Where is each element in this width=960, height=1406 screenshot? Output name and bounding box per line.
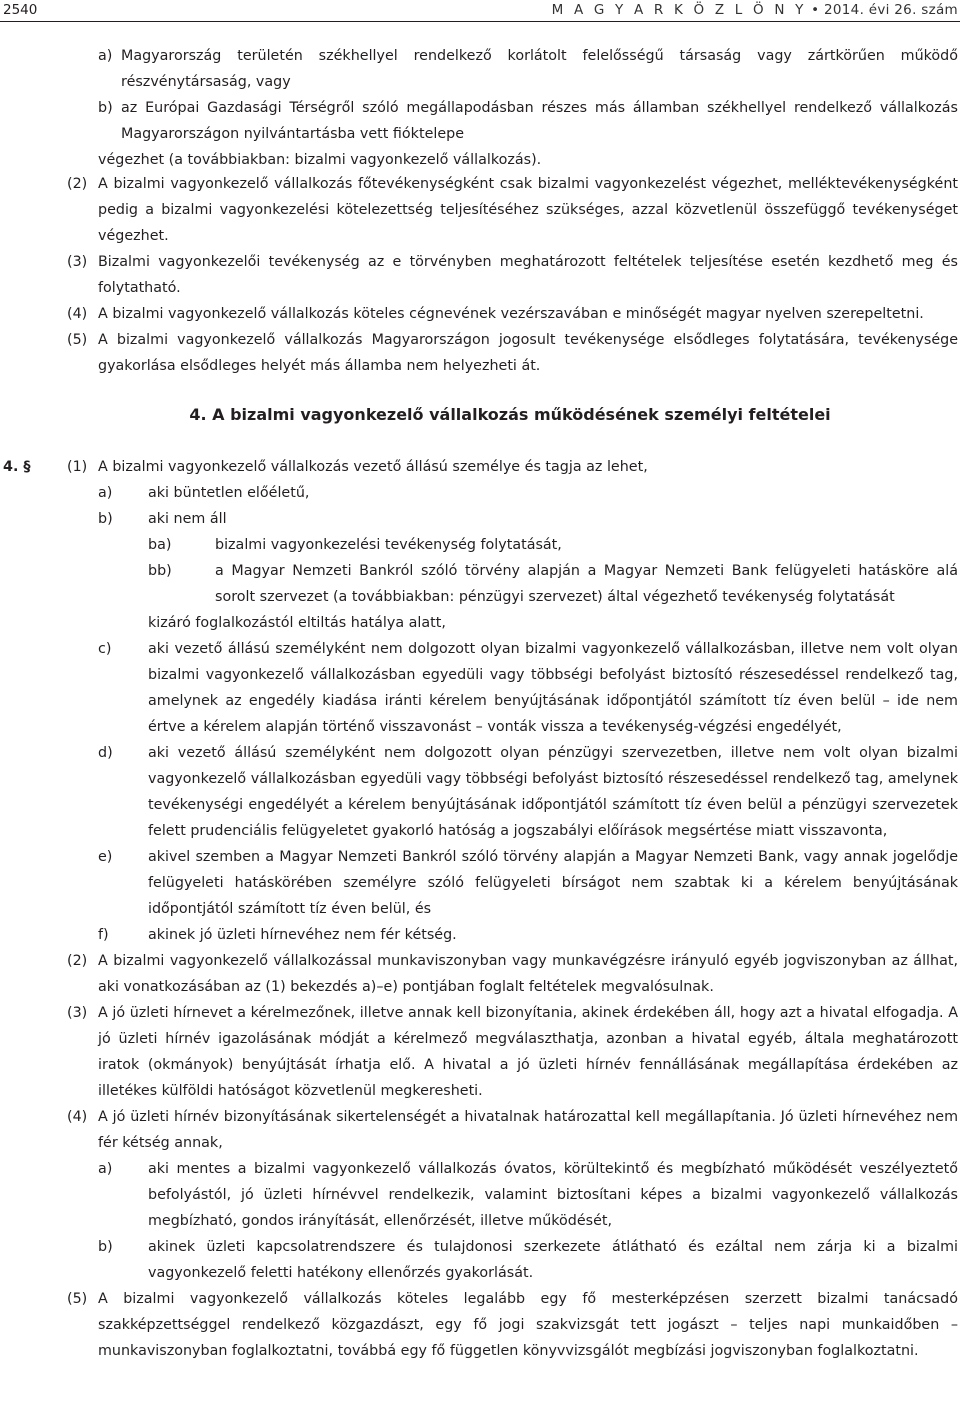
point-label: b): [98, 511, 113, 527]
subpoint-ba: [0, 532, 960, 558]
point-text: Magyarország területén székhellyel rendelkező korlátolt felelősségű társaság vagy zártkörűen működő részvénytársaság, vagy: [121, 48, 958, 90]
point-d: [0, 740, 960, 844]
point-text: aki vezető állású személyként nem dolgozott olyan pénzügyi szervezetben, illetve nem volt olyan bizalmi vagyonkezelő vállalkozásban egyedüli vagy többségi befolyást biztosító részesedéssel rendelkező tag, amelynek tevékenységi engedélyét a kérelem benyújtásának időpontjától számított tíz éven belül a pénzügyi szervezetek felett prudenciális felügyeletet gyakorló hatóság a jogszabályi előírások megsértése miatt visszavonta,: [148, 745, 958, 839]
paragraph: [0, 171, 960, 249]
paragraph-text: A jó üzleti hírnév bizonyításának sikertelenségét a hivatalnak határozattal kell megállapítania. Jó üzleti hírnevéhez nem fér kétség annak,: [98, 1109, 958, 1151]
paragraph-label: (3): [67, 1005, 88, 1021]
point-label: f): [98, 927, 109, 943]
section-4: [0, 454, 960, 1364]
point-text: aki nem áll: [148, 511, 227, 527]
chapter-title: 4. A bizalmi vagyonkezelő vállalkozás működésének személyi feltételei: [189, 405, 831, 424]
paragraph-text: A jó üzleti hírnevet a kérelmezőnek, illetve annak kell bizonyítania, akinek érdekében áll, hogy azt a hivatal elfogadja. A jó üzleti hírnév igazolásának módját a kérelmező megválaszthatja, azonban a hivatal egyéb, általa meghatározott iratok (okmányok) benyújtását írhatja elő. A hivatal a jó üzleti hírnév fennállásának megállapítása érdekében az illetékes külföldi hatóságot közvetlenül megkeresheti.: [98, 1005, 958, 1099]
closing-text: kizáró foglalkozástól eltiltás hatálya alatt,: [148, 615, 446, 631]
paragraph-text: A bizalmi vagyonkezelő vállalkozás főtevékenységként csak bizalmi vagyonkezelést végezhet, melléktevékenységként pedig a bizalmi vagyonkezelési kötelezettség teljesítéséhez szükséges, azzal közvetlenül összefüggő tevékenységet végezhet.: [98, 176, 958, 244]
point-label: d): [98, 745, 113, 761]
paragraph-text: A bizalmi vagyonkezelő vállalkozással munkaviszonyban vagy munkavégzésre irányuló egyéb jogviszonyban az állhat, aki vonatkozásában az (1) bekezdés a)–e) pontjában foglalt feltételek megvalósulnak.: [98, 953, 958, 995]
point-label: b): [98, 100, 113, 116]
point-e: [0, 844, 960, 922]
paragraph-label: (4): [67, 1109, 88, 1125]
paragraph-label: (5): [67, 332, 88, 348]
subpoint-label: bb): [148, 563, 172, 579]
paragraph-4-point-a: [0, 1156, 960, 1234]
paragraph-2: [0, 948, 960, 1000]
paragraph-label: (2): [67, 176, 88, 192]
point-label: c): [98, 641, 112, 657]
point-label: a): [98, 485, 113, 501]
point-label: a): [98, 1161, 113, 1177]
closing-text: végezhet (a továbbiakban: bizalmi vagyonkezelő vállalkozás).: [98, 152, 542, 168]
section-3-paragraphs: [0, 171, 960, 379]
paragraph-label: (1): [67, 459, 88, 475]
point-a: [0, 43, 960, 95]
paragraph-label: (2): [67, 953, 88, 969]
point-c: [0, 636, 960, 740]
point-a: [0, 480, 960, 506]
paragraph-5: [0, 1286, 960, 1364]
paragraph-text: Bizalmi vagyonkezelői tevékenység az e törvényben meghatározott feltételek teljesítése esetén kezdhető meg és folytatható.: [98, 254, 958, 296]
point-text: aki mentes a bizalmi vagyonkezelő vállalkozás óvatos, körültekintő és megbízható működését veszélyeztető befolyástól, jó üzleti hírnévvel rendelkezik, valamint biztosítani képes a bizalmi vagyonkezelő vállalkozás megbízható, gondos irányítását, ellenőrzését, illetve működését,: [148, 1161, 958, 1229]
point-text: az Európai Gazdasági Térségről szóló megállapodásban részes más államban székhellyel rendelkező vállalkozás Magyarországon nyilvántartásba vett fióktelepe: [121, 100, 958, 142]
subpoint-text: a Magyar Nemzeti Bankról szóló törvény alapján a Magyar Nemzeti Bank felügyeleti hatásköre alá sorolt szervezet (a továbbiakban: pénzügyi szervezet) által végezhető tevékenység folytatását: [215, 563, 958, 605]
point-b-closing: [0, 610, 960, 636]
subpoint-label: ba): [148, 537, 172, 553]
paragraph-3: [0, 1000, 960, 1104]
paragraph-1: [0, 454, 960, 480]
paragraph-text: A bizalmi vagyonkezelő vállalkozás köteles cégnevének vezérszavában e minőségét magyar nyelven szerepeltetni.: [98, 306, 924, 322]
issue-label: 2014. évi 26. szám: [824, 2, 958, 18]
point-text: aki büntetlen előéletű,: [148, 485, 310, 501]
paragraph: [0, 249, 960, 301]
subpoint-bb: [0, 558, 960, 610]
paragraph-4: [0, 1104, 960, 1156]
point-b: [0, 95, 960, 147]
section-number: 4. §: [3, 459, 31, 475]
paragraph-text: A bizalmi vagyonkezelő vállalkozás Magyarországon jogosult tevékenysége elsődleges folytatására, tevékenysége gyakorlása elsődleges helyét más államba nem helyezheti át.: [98, 332, 958, 374]
point-text: akinek üzleti kapcsolatrendszere és tulajdonosi szerkezete átlátható és ezáltal nem zárja ki a bizalmi vagyonkezelő feletti hatékony ellenőrzés gyakorlását.: [148, 1239, 958, 1281]
paragraph-label: (5): [67, 1291, 88, 1307]
paragraph: [0, 327, 960, 379]
header-rule: [0, 21, 960, 22]
point-label: b): [98, 1239, 113, 1255]
point-text: aki vezető állású személyként nem dolgozott olyan bizalmi vagyonkezelő vállalkozásban, illetve nem volt olyan bizalmi vagyonkezelő vállalkozásban egyedüli vagy többségi befolyást biztosító részesedéssel rendelkező tag, amelynek az engedély kiadása iránti kérelem benyújtásának időpontjától számított tíz éven belül – ide nem értve a kérelem alapján történő visszavonást – vonták vissza a tevékenység-végzési engedélyét,: [148, 641, 958, 735]
point-f: [0, 922, 960, 948]
subpoint-text: bizalmi vagyonkezelési tevékenység folytatását,: [215, 537, 562, 553]
page-number: 2540: [3, 2, 38, 18]
point-label: e): [98, 849, 113, 865]
closing-clause: [0, 147, 960, 173]
running-header: [552, 1, 958, 19]
paragraph-text: A bizalmi vagyonkezelő vállalkozás vezető állású személye és tagja az lehet,: [98, 459, 648, 475]
header-bullet: •: [811, 2, 820, 18]
section-3-continuation: [0, 43, 960, 173]
journal-title: M A G Y A R K Ö Z L Ö N Y: [551, 2, 807, 18]
paragraph-4-point-b: [0, 1234, 960, 1286]
paragraph-text: A bizalmi vagyonkezelő vállalkozás köteles legalább egy fő mesterképzésen szerzett bizalmi tanácsadó szakképzettséggel rendelkező közgazdászt, egy fő jogi szakvizsgát tett jogászt – teljes napi munkaidőben – munkaviszonyban foglalkoztatni, továbbá egy fő független könyvvizsgálót megbízási jogviszonyban foglalkoztatni.: [98, 1291, 958, 1359]
paragraph-label: (4): [67, 306, 88, 322]
point-text: akinek jó üzleti hírnevéhez nem fér kétség.: [148, 927, 457, 943]
page-header: [0, 0, 960, 24]
point-label: a): [98, 48, 113, 64]
paragraph: [0, 301, 960, 327]
paragraph-label: (3): [67, 254, 88, 270]
point-text: akivel szemben a Magyar Nemzeti Bankról szóló törvény alapján a Magyar Nemzeti Bank, vagy annak jogelődje felügyeleti hatáskörében személyre szóló felügyeleti bírságot nem szabtak ki a kérelem benyújtásának időpontjától számított tíz éven belül, és: [148, 849, 958, 917]
point-b: [0, 506, 960, 532]
